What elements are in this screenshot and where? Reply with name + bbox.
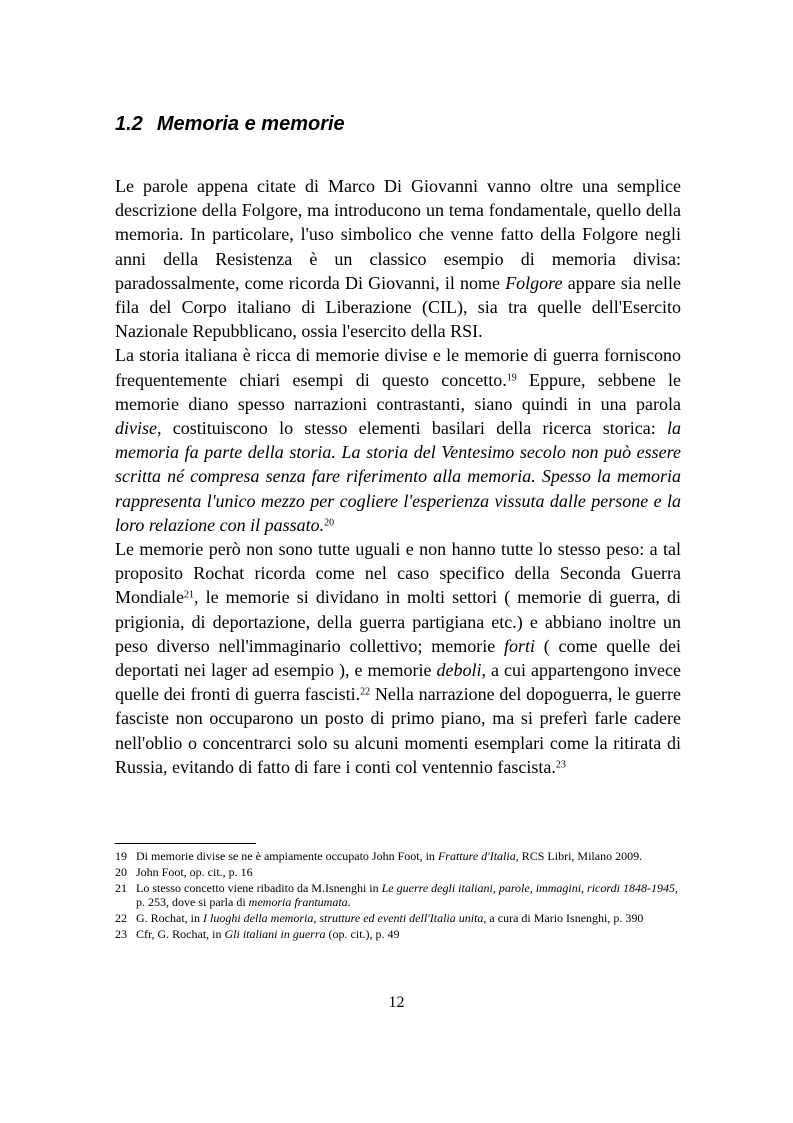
footnote-text: Lo stesso concetto viene ribadito da M.Isnenghi in <box>136 880 382 895</box>
footnote-number: 23 <box>115 927 127 942</box>
quoted-passage: la memoria fa parte della storia. La storia del Ventesimo secolo non può essere scritta né compresa senza fare riferimento alla memoria. Spesso la memoria rappresenta l'unico mezzo per cogliere l'esperienza vissuta dalle persone e la loro relazione con il passato. <box>115 418 681 535</box>
footnote-text: G. Rochat, in <box>136 911 203 926</box>
footnote-italic: Gli italiani in guerra <box>224 927 326 942</box>
section-heading <box>115 110 345 138</box>
footnote-22 <box>115 911 683 925</box>
footnote-ref[interactable]: 22 <box>360 686 371 698</box>
text-run: ( come quelle dei deportati nei lager ad esempio ), e memorie <box>115 635 681 681</box>
footnote-19 <box>115 849 683 863</box>
footnote-number: 21 <box>115 880 127 895</box>
text-run: appare sia nelle fila del Corpo italiano di Liberazione (CIL), sia tra quelle dell'Esercito Nazionale Repubblicano, ossia l'esercito della RSI. <box>115 272 682 342</box>
footnote-text: , a cura di Mario Isnenghi, p. 390 <box>483 911 644 926</box>
text-run: Eppure, sebbene le memorie diano spesso narrazioni contrastanti, siano quindi in una parola <box>115 369 681 414</box>
footnote-italic: Fratture d'Italia <box>437 849 516 863</box>
text-run: Le parole appena citate di Marco Di Giovanni vanno oltre una semplice descrizione della Folgore, ma introducono un tema fondamentale, quello della memoria. In particolare, l'uso simbolico che venne fatto della Folgore negli anni della Resistenza è un classico esempio di memoria divisa: paradossalmente, come ricorda Di Giovanni, il nome <box>115 176 681 293</box>
footnotes <box>115 849 683 943</box>
paragraph-1 <box>115 174 681 343</box>
paragraph-3 <box>115 537 681 779</box>
section-number: 1.2 <box>115 113 143 135</box>
footnote-text: Cfr, G. Rochat, in <box>136 927 225 942</box>
page-number: 12 <box>388 994 405 1011</box>
footnote-text: (op. cit.), p. 49 <box>325 927 400 942</box>
footnote-text: . <box>347 895 351 910</box>
footnote-ref[interactable]: 21 <box>184 589 194 601</box>
footnote-ref[interactable]: 19 <box>506 372 517 384</box>
section-title: Memoria e memorie <box>156 113 345 135</box>
footnote-separator <box>115 843 256 844</box>
text-run: , costituiscono lo stesso elementi basilari della ricerca storica: <box>157 418 667 439</box>
footnote-number: 22 <box>115 911 127 926</box>
footnote-number: 20 <box>115 864 127 879</box>
footnote-text: , RCS Libri, Milano 2009. <box>515 849 643 863</box>
footnote-italic: Le guerre degli italiani, parole, immagini, ricordi 1848-1945 <box>381 880 675 895</box>
text-run: , a cui appartengono invece quelle dei fronti di guerra fascisti. <box>115 660 681 705</box>
text-run: Le memorie però non sono tutte uguali e non hanno tutte lo stesso peso: a tal proposito Rochat ricorda come nel caso specifico della Seconda Guerra Mondiale <box>115 539 681 608</box>
footnote-21 <box>115 881 683 910</box>
footnote-20 <box>115 865 683 879</box>
footnote-ref[interactable]: 23 <box>555 759 566 771</box>
body-text <box>115 174 681 779</box>
footnote-text: , p. 253, dove si parla di <box>136 880 678 910</box>
footnote-text: Di memorie divise se ne è ampiamente occupato John Foot, in <box>136 849 438 863</box>
footnote-italic: memoria frantumata <box>248 895 348 910</box>
italic-text: forti <box>503 635 535 656</box>
text-run: La storia italiana è ricca di memorie divise e le memorie di guerra forniscono frequentemente chiari esempi di questo concetto. <box>115 345 681 390</box>
italic-text: divise <box>115 418 157 439</box>
paragraph-2 <box>115 343 681 537</box>
italic-text: deboli <box>436 660 482 681</box>
footnote-23 <box>115 927 683 941</box>
footnote-ref[interactable]: 20 <box>324 517 335 529</box>
text-run: Nella narrazione del dopoguerra, le guerre fasciste non occuparono un posto di primo piano, ma si preferì farle cadere nell'oblio o concentrarci solo su alcuni momenti esemplari come la ritirata di Russia, evitando di fatto di fare i conti col ventennio fascista. <box>115 684 682 777</box>
italic-text: Folgore <box>505 272 563 293</box>
footnote-number: 19 <box>115 849 127 863</box>
footnote-italic: I luoghi della memoria, strutture ed eventi dell'Italia unita <box>203 911 484 926</box>
text-run: , le memorie si dividano in molti settori ( memorie di guerra, di prigionia, di deportazione, della guerra partigiana etc.) e abbiano inoltre un peso diverso nell'immaginario collettivo; memorie <box>115 587 681 656</box>
footnote-text: John Foot, op. cit., p. 16 <box>136 864 253 879</box>
